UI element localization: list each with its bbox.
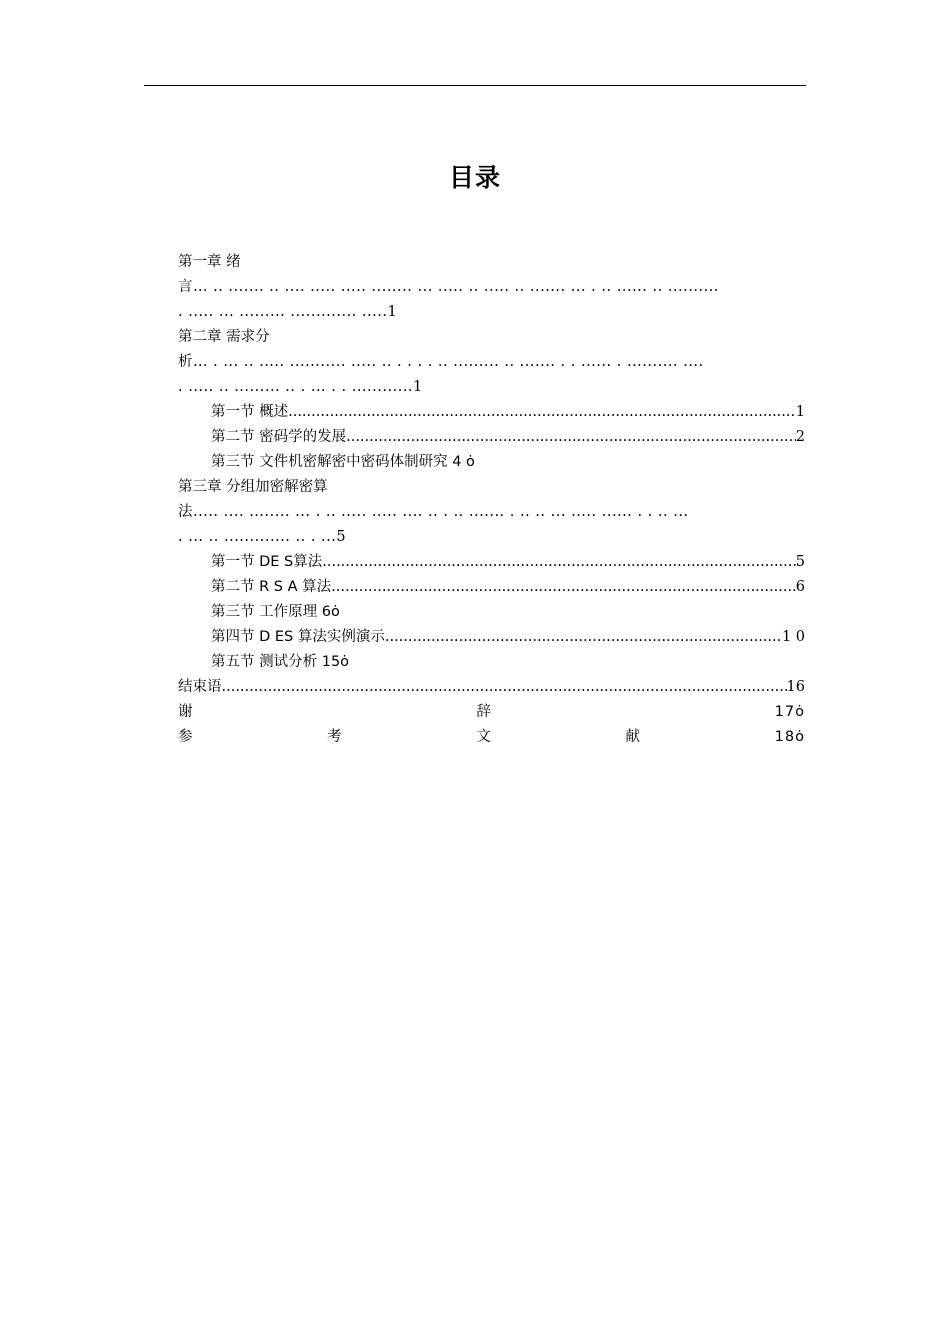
- toc-entry-references[interactable]: [178, 725, 805, 750]
- dot-leader: [288, 400, 796, 425]
- toc-page-number: 2: [795, 429, 805, 445]
- toc-entry-3-4[interactable]: [178, 625, 805, 650]
- toc-entry-label: 第一节 DE S算法: [211, 554, 323, 570]
- toc-chapter-3-heading: 第三章 分组加密解密算: [178, 479, 328, 495]
- toc-page-number: 5: [795, 554, 805, 570]
- toc-entry-2-2[interactable]: [178, 425, 805, 450]
- toc-entry-label: 第二节 R S A 算法: [211, 579, 332, 595]
- toc-chapter-1-leader-end: . ..... ... ......... ............. .....1: [178, 304, 398, 320]
- toc-page-number: 17ȯ: [774, 704, 805, 720]
- toc-entry-char: 考: [327, 729, 342, 745]
- toc-page-number: 16: [786, 679, 805, 695]
- toc-entry-char: 文: [476, 729, 491, 745]
- toc-chapter-2-leader-end: . ..... .. ......... .. . ... . . ............1: [178, 379, 423, 395]
- toc-entry-3-2[interactable]: [178, 575, 805, 600]
- toc-chapter-1-heading: 第一章 绪: [178, 254, 241, 270]
- toc-page-number: 18ȯ: [774, 729, 805, 745]
- toc-page-number: 1: [795, 404, 805, 420]
- toc-entry-char: 献: [625, 729, 640, 745]
- toc-chapter-3-leader: 法..... .... ........ ... . .. ..... ..... .... .. . .. ....... . .. .. ... ..... ...... . . .. ...: [178, 504, 689, 520]
- dot-leader: [322, 550, 796, 575]
- toc-entry-label: 第一节 概述: [211, 404, 289, 420]
- toc-entry-2-3[interactable]: 第三节 文件机密解密中密码体制研究 4 ȯ: [211, 454, 475, 470]
- toc-entry-thanks[interactable]: [178, 700, 805, 725]
- toc-entry-2-1[interactable]: [178, 400, 805, 425]
- toc-chapter-3-leader-end: . ... .. ............. .. . ...5: [178, 529, 347, 545]
- header-rule: [144, 85, 806, 86]
- toc-entry-label: 第四节 D ES 算法实例演示: [211, 629, 385, 645]
- table-of-contents: [178, 250, 805, 750]
- toc-chapter-1-leader: 言… .. ....... .. .... ..... ..... ........ ... ..... .. ..... .. ....... ... . .. ...... .. ..........: [178, 279, 719, 295]
- toc-entry-char: 参: [178, 729, 193, 745]
- dot-leader: [385, 625, 782, 650]
- toc-chapter-2-heading: 第二章 需求分: [178, 329, 270, 345]
- dot-leader: [331, 575, 796, 600]
- page-title: 目录: [448, 163, 501, 192]
- toc-entry-conclusion[interactable]: [178, 675, 805, 700]
- dot-leader: [222, 675, 787, 700]
- toc-entry-3-3[interactable]: 第三节 工作原理 6ȯ: [211, 604, 340, 620]
- toc-page-number: 1 0: [781, 629, 805, 645]
- toc-entry-3-1[interactable]: [178, 550, 805, 575]
- toc-page-number: 6: [795, 579, 805, 595]
- toc-entry-char: 谢: [178, 704, 193, 720]
- toc-entry-label: 结束语: [178, 679, 222, 695]
- toc-entry-label: 第二节 密码学的发展: [211, 429, 347, 445]
- dot-leader: [346, 425, 796, 450]
- toc-chapter-2-leader: 析… . ... .. ..... ........... ..... .. . . . . .. ......... .. ....... . . ...... . .......... ....: [178, 354, 704, 370]
- toc-entry-char: 辞: [476, 704, 491, 720]
- toc-entry-3-5[interactable]: 第五节 测试分析 15ȯ: [211, 654, 350, 670]
